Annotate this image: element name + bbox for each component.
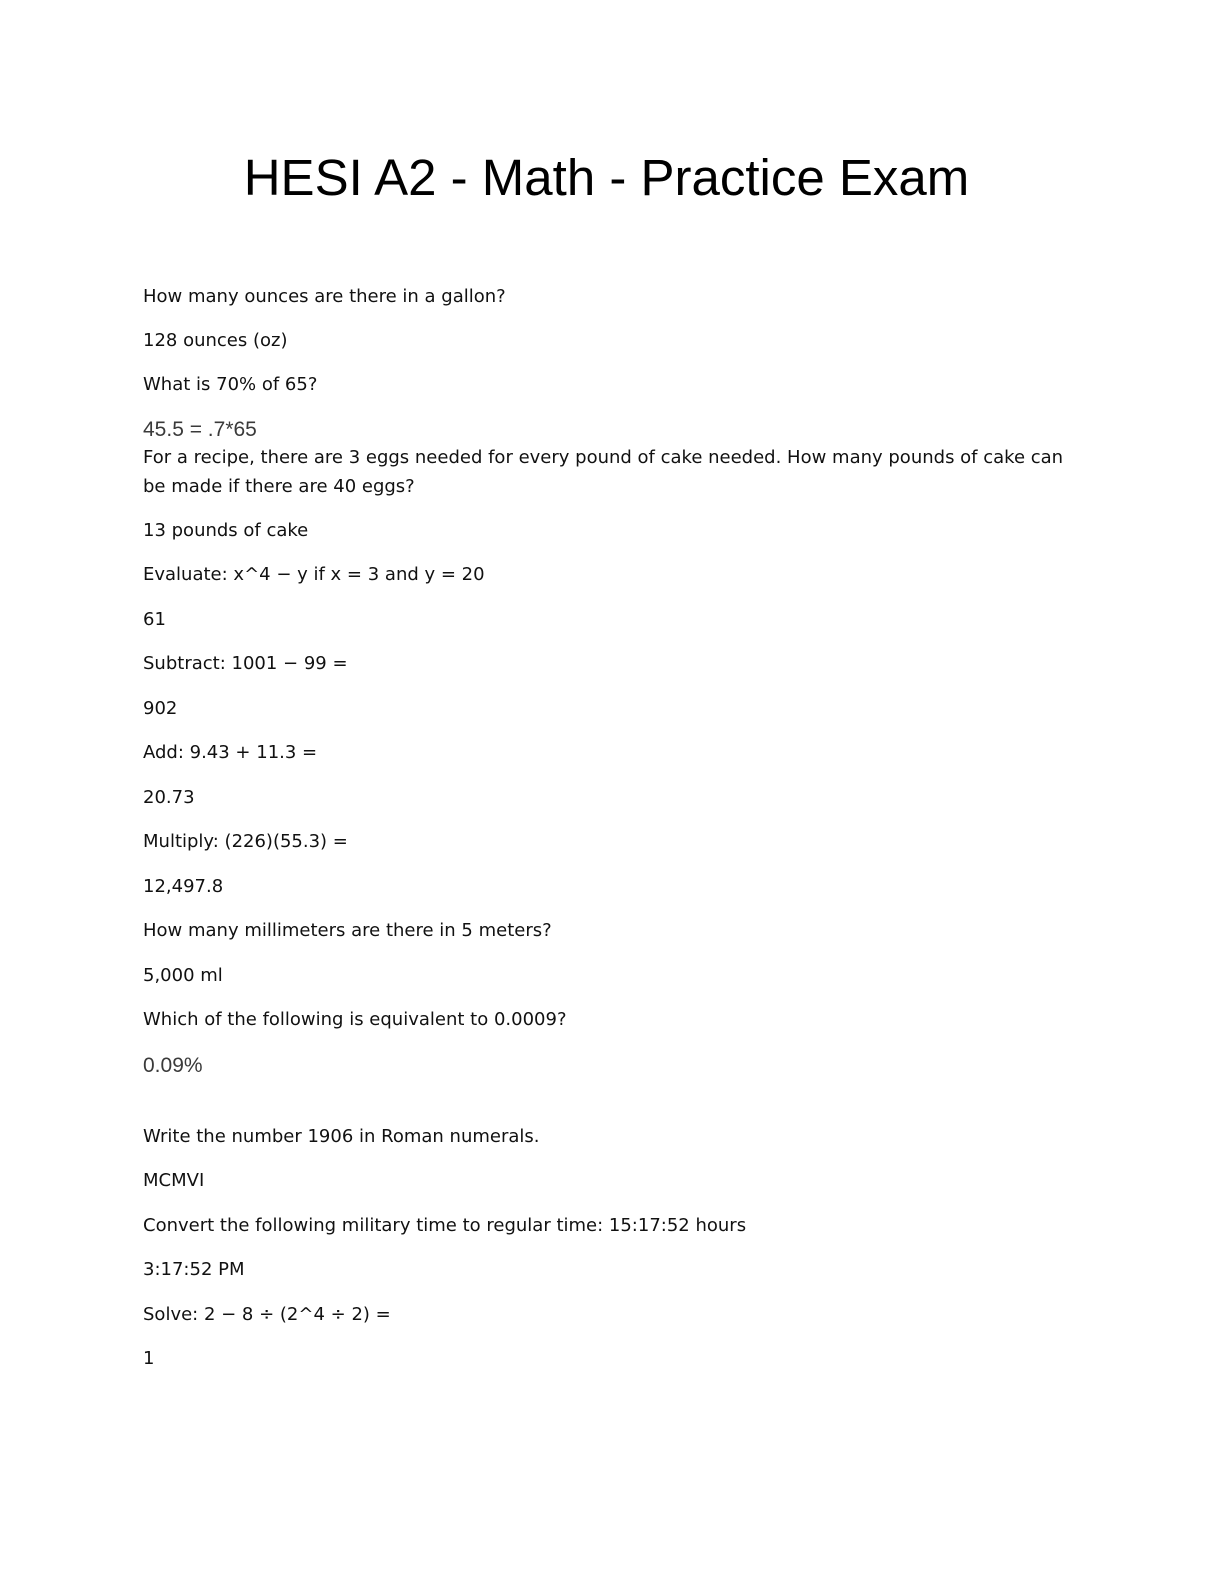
answer-9: 0.09%	[143, 1054, 203, 1077]
question-5: Subtract: 1001 − 99 =	[143, 653, 348, 674]
answer-10: MCMVI	[143, 1170, 205, 1191]
question-12: Solve: 2 − 8 ÷ (2^4 ÷ 2) =	[143, 1304, 391, 1325]
answer-4: 61	[143, 609, 166, 630]
question-7: Multiply: (226)(55.3) =	[143, 831, 348, 852]
question-2: What is 70% of 65?	[143, 374, 318, 395]
answer-2: 45.5 = .7*65	[143, 418, 257, 441]
question-4: Evaluate: x^4 − y if x = 3 and y = 20	[143, 564, 485, 585]
question-11: Convert the following military time to regular time: 15:17:52 hours	[143, 1215, 747, 1236]
answer-12: 1	[143, 1348, 155, 1369]
answer-8: 5,000 ml	[143, 965, 223, 986]
answer-5: 902	[143, 698, 178, 719]
question-10: Write the number 1906 in Roman numerals.	[143, 1126, 540, 1147]
answer-11: 3:17:52 PM	[143, 1259, 245, 1280]
answer-1: 128 ounces (oz)	[143, 330, 288, 351]
answer-3: 13 pounds of cake	[143, 520, 309, 541]
question-6: Add: 9.43 + 11.3 =	[143, 742, 318, 763]
question-8: How many millimeters are there in 5 meters?	[143, 920, 552, 941]
page-title: HESI A2 - Math - Practice Exam	[243, 149, 970, 206]
question-9: Which of the following is equivalent to 0.0009?	[143, 1009, 567, 1030]
answer-7: 12,497.8	[143, 876, 224, 897]
question-1: How many ounces are there in a gallon?	[143, 286, 506, 307]
answer-6: 20.73	[143, 787, 195, 808]
question-3: For a recipe, there are 3 eggs needed for every pound of cake needed. How many pounds of cake can be made if there are 40 eggs?	[143, 447, 1064, 497]
